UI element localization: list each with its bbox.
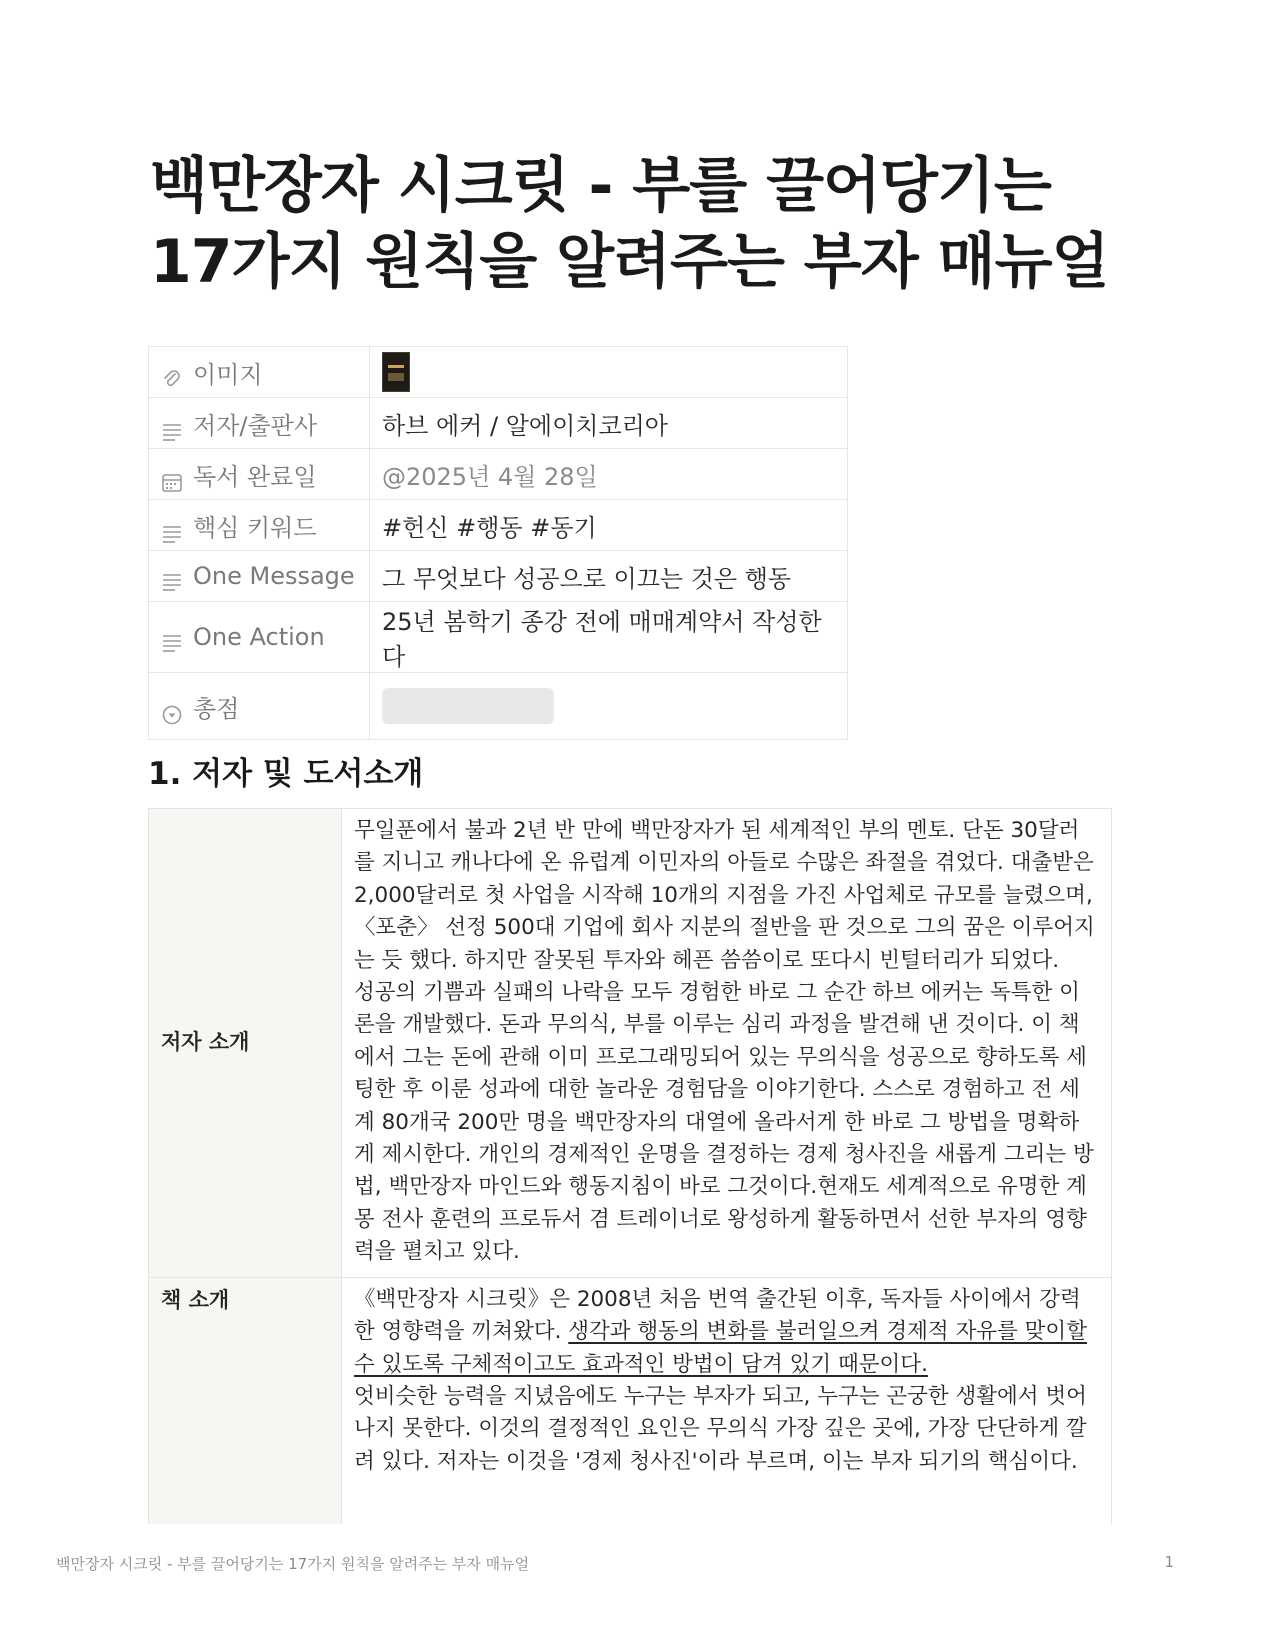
property-key — [149, 551, 370, 602]
property-key-label: 이미지 — [193, 360, 263, 389]
underlined-text: 생각과 행동의 변화를 불러일으켜 경제적 자유를 맞이할 수 있도록 구체적이고도 효과적인 방법이 담겨 있기 때문이다. — [354, 1319, 1087, 1377]
property-value-date[interactable]: @2025년 4월 28일 — [370, 449, 848, 500]
property-row-image[interactable] — [149, 347, 848, 398]
footer-title: 백만장자 시크릿 - 부를 끌어당기는 17가지 원칙을 알려주는 부자 매뉴얼 — [56, 1555, 530, 1573]
property-row-one-message[interactable] — [149, 551, 848, 602]
property-row-date[interactable] — [149, 449, 848, 500]
page-number: 1 — [1164, 1553, 1174, 1571]
text-lines-icon — [161, 570, 183, 592]
property-key — [149, 347, 370, 398]
property-key-label: One Message — [193, 562, 355, 590]
property-row-keywords[interactable] — [149, 500, 848, 551]
calendar-icon — [161, 471, 183, 493]
property-key — [149, 500, 370, 551]
score-select-empty[interactable] — [382, 688, 554, 724]
property-key-label: 독서 완료일 — [193, 462, 317, 491]
paragraph: 무일푼에서 불과 2년 반 만에 백만장자가 된 세계적인 부의 멘토. 단돈 30달러를 지니고 캐나다에 온 유럽계 이민자의 아들로 수많은 좌절을 겪었다. 대출받은 2,000달러로 첫 사업을 시작해 10개의 지점을 가진 사업체로 규모를 늘렸으며, 〈포춘〉 선정 500대 기업에 회사 지분의 절반을 판 것으로 그의 꿈은 이루어지는 듯 했다. 하지만 잘못된 투자와 헤픈 씀씀이로 또다시 빈털터리가 되었다. — [354, 818, 1095, 973]
property-key — [149, 449, 370, 500]
property-value-keywords[interactable]: #헌신 #행동 #동기 — [370, 500, 848, 551]
intro-table — [148, 808, 1112, 1524]
property-key-label: 저자/출판사 — [193, 411, 318, 440]
author-intro-cell — [342, 809, 1112, 1278]
table-row — [149, 1277, 1112, 1524]
property-value-image[interactable] — [370, 347, 848, 398]
row-label-author: 저자 소개 — [149, 809, 342, 1278]
property-value-author[interactable]: 하브 에커 / 알에이치코리아 — [370, 398, 848, 449]
property-key — [149, 602, 370, 673]
text-lines-icon — [161, 522, 183, 544]
paragraph — [354, 1284, 1099, 1381]
property-key-label: One Action — [193, 623, 325, 651]
properties-table — [148, 346, 848, 740]
book-intro-cell — [342, 1277, 1112, 1524]
property-key — [149, 673, 370, 740]
property-key-label: 핵심 키워드 — [193, 513, 317, 542]
section-heading: 1. 저자 및 도서소개 — [148, 756, 424, 792]
table-row — [149, 809, 1112, 1278]
property-key — [149, 398, 370, 449]
paragraph: 엇비슷한 능력을 지녔음에도 누구는 부자가 되고, 누구는 곤궁한 생활에서 벗어나지 못한다. 이것의 결정적인 요인은 무의식 가장 깊은 곳에, 가장 단단하게 깔려 있다. 저자는 이것을 '경제 청사진'이라 부르며, 이는 부자 되기의 핵심이다. — [354, 1383, 1087, 1474]
property-row-one-action[interactable] — [149, 602, 848, 673]
property-value-one-action[interactable]: 25년 봄학기 종강 전에 매매계약서 작성한다 — [370, 602, 848, 673]
book-cover-thumbnail[interactable] — [382, 352, 410, 392]
property-row-score[interactable] — [149, 673, 848, 740]
text-lines-icon — [161, 631, 183, 653]
property-value-score[interactable] — [370, 673, 848, 740]
property-value-one-message[interactable]: 그 무엇보다 성공으로 이끄는 것은 행동 — [370, 551, 848, 602]
text-lines-icon — [161, 420, 183, 442]
page-title: 백만장자 시크릿 - 부를 끌어당기는 17가지 원칙을 알려주는 부자 매뉴얼 — [150, 151, 1109, 297]
property-row-author[interactable] — [149, 398, 848, 449]
property-key-label: 총점 — [193, 694, 240, 723]
paperclip-icon — [161, 369, 183, 391]
text-run: 《백만장자 시크릿》은 2008년 처음 번역 출간된 이후, 독자들 사이에서 강력한 영향력을 끼쳐왔다. — [354, 1286, 1081, 1345]
row-label-book: 책 소개 — [149, 1277, 342, 1524]
select-circle-icon — [161, 703, 183, 725]
paragraph: 성공의 기쁨과 실패의 나락을 모두 경험한 바로 그 순간 하브 에커는 독특한 이론을 개발했다. 돈과 무의식, 부를 이루는 심리 과정을 발견해 낸 것이다. 이 책에서 그는 돈에 관해 이미 프로그래밍되어 있는 무의식을 성공으로 향하도록 세팅한 후 이룬 성과에 대한 놀라운 경험담을 이야기한다. 스스로 경험하고 전 세계 80개국 200만 명을 백만장자의 대열에 올라서게 한 바로 그 방법을 명확하게 제시한다. 개인의 경제적인 운명을 결정하는 경제 청사진을 새롭게 그리는 방법, 백만장자 마인드와 행동지침이 바로 그것이다.현재도 세계적으로 유명한 계몽 전사 훈련의 프로듀서 겸 트레이너로 왕성하게 활동하면서 선한 부자의 영향력을 펼치고 있다. — [354, 980, 1094, 1265]
